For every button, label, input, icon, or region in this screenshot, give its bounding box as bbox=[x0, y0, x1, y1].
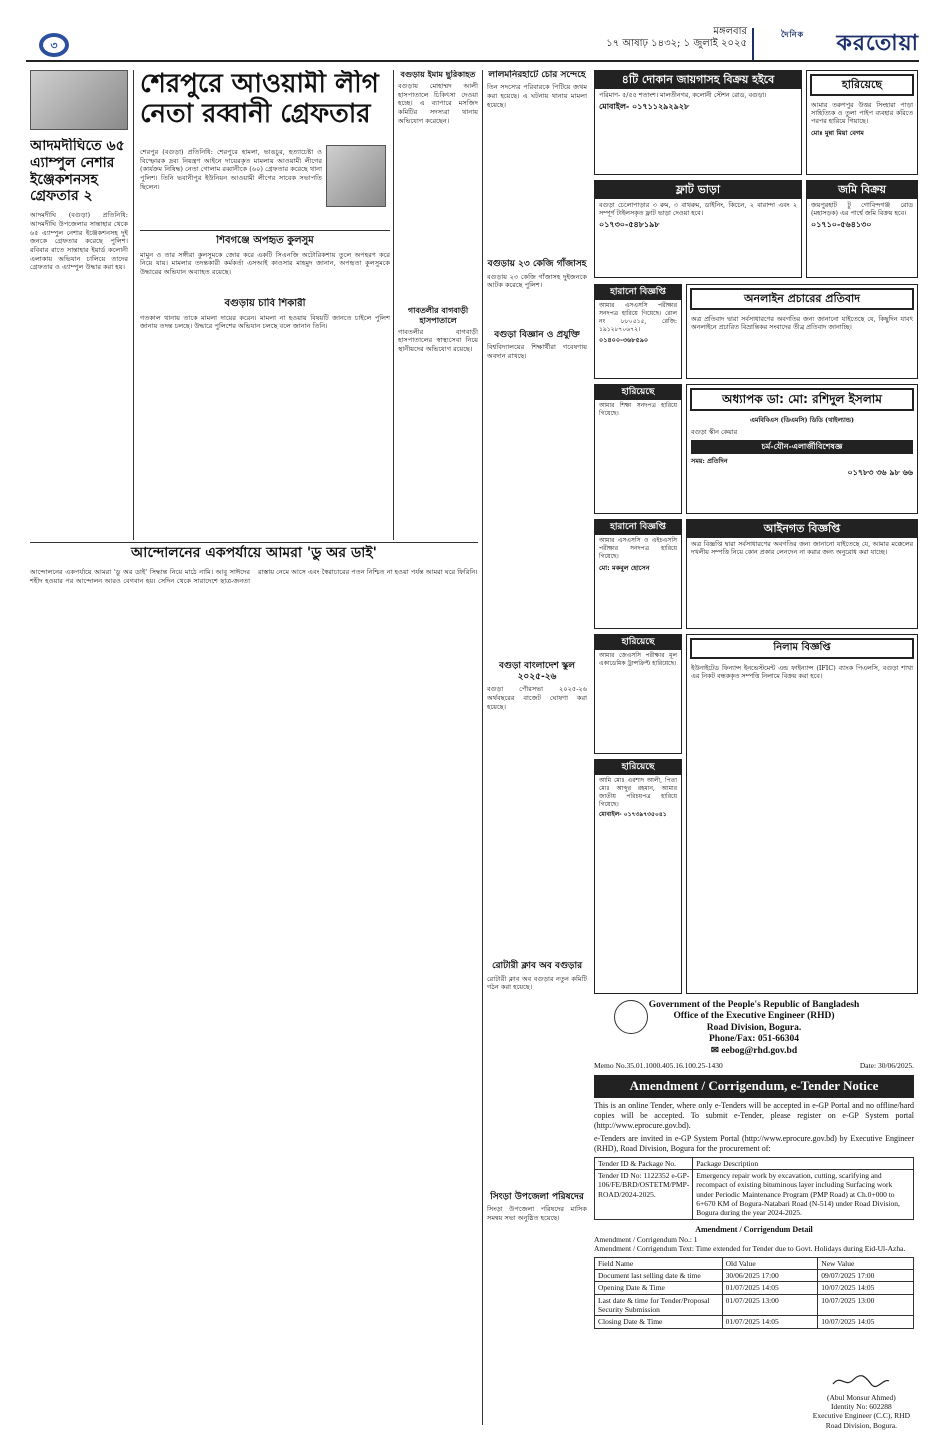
lead-headline: শেরপুরে আওয়ামী লীগ নেতা রব্বানী গ্রেফতার bbox=[140, 70, 379, 129]
lost-ad-1: হারিয়েছে আমার তরুণপুর উত্তর সিংহারা পাড়া সাহিত্যিক ও তুলা পাইপ ব্যবহার করিতে পরপর হারিয়ে গিয়াছে। মোঃ মুন্না মিয়া বেগম bbox=[806, 70, 918, 175]
lost-ad-4: হারিয়েছে আমি মোঃ এরশাদ আলী, পিতা মোঃ আব্দুর রহমান, আমার জাতীয় পরিচয়পত্র হারিয়ে গিয়েছে। মোবাইল- ০১৭৩৯৭৩৫০৪১ bbox=[594, 759, 682, 994]
lost-ad-3: হারিয়েছে আমার জেএসসি পরীক্ষার মূল একাডেমিক ট্রান্সক্রিপ্ট হারিয়েছে। bbox=[594, 634, 682, 754]
table-row: Opening Date & Time 01/07/2025 14:05 10/07/2025 14:05 bbox=[595, 1282, 914, 1294]
feature-headline: আন্দোলনের একপর্যায়ে আমরা 'ডু অর ডাই' bbox=[131, 545, 377, 561]
amendment-table: Field Name Old Value New Value Document last selling date & time 30/06/2025 17:00 09/07/2025 17:00 Opening Date & Time 01/07/2025 14:05 10/07/2025 14:05 Last date & time for Tender/Proposal Security Submission 01/07/2025 13:00 10/07/2025 13:00 Closing Date & Time 01/07/2025 14:05 10/07/2025 14:05 bbox=[594, 1257, 914, 1329]
col4-stories: লালমনিরহাটে চোর সন্দেহে তিন সদস্যের পরিবারকে পিটিয়ে জখম করা হয়েছে। এ ঘটনায় থানায় মামলা হয়েছে। বগুড়ায় ২৩ কেজি গাঁজাসহ বগুড়ায় ২৩ কেজি গাঁজাসহ দুইজনকে আটক করেছে পুলিশ। বগুড়া বিজ্ঞান ও প্রযুক্তি বিশ্ববিদ্যালয়ের শিক্ষার্থীরা গবেষণায় অবদান রাখছে। বগুড়া বাংলাদেশ স্কুল ২০২৫-২৬ বগুড়া পৌরসভা ২০২৫-২৬ অর্থবছরের বাজেট ঘোষণা করা হয়েছে। রোটারী ক্লাব অব বগুড়ার রোটারী ক্লাব অব বগুড়ার নতুন কমিটি গঠন করা হয়েছে। সিংড়া উপজেলা পরিষদের সিংড়া উপজেলা পরিষদের মাসিক সমন্বয় সভা অনুষ্ঠিত হয়েছে। bbox=[487, 70, 587, 1222]
tender-intro: This is an online Tender, where only e-Tenders will be accepted in e-GP Portal and no offline/hard copies will be accepted. To submit e-Tender, please register on e-GP System portal (http://www.eprocure.gov.bd). bbox=[594, 1100, 914, 1130]
column-rule bbox=[133, 70, 134, 540]
flat-rent-ad: ফ্লাট ভাড়া বগুড়া চেলোপাড়ার ৩ রুম, ৩ বাথরুম, ডাইনিং, কিচেন, ২ বারান্দা এবং ২ সম্পূর্ণ টাইলসকৃত ফ্লাট ভাড়া দেওয়া হবে। ০১৭৩০-৫৪৮১৯৮ bbox=[594, 180, 802, 278]
amendment-title: Amendment / Corrigendum Detail bbox=[695, 1224, 813, 1234]
legal-notice-ad: আইনগত বিজ্ঞপ্তি অত্র বিজ্ঞপ্তি দ্বারা সর্বসাধারণের অবগতির জন্য জানানো যাইতেছে যে, আমার মক্কেলের দখলীয় সম্পত্তি নিয়ে কোন প্রকার লেনদেন না করার জন্য অনুরোধ করা যাচ্ছে। bbox=[686, 519, 918, 629]
feature-body: আন্দোলনের একপর্যায়ে আমরা 'ডু অর ডাই' সিদ্ধান্ত নিয়ে মাঠে নামি। আবু সাঈদের শহীদ হওয়ার পর আন্দোলন আরও বেগবান হয়। সেদিন থেকে সারাদেশে ছাত্র-জনতা রাস্তায় নেমে আসে এবং স্বৈরাচারের পতন নিশ্চিত না হওয়া পর্যন্ত আমরা ঘরে ফিরিনি। bbox=[30, 567, 478, 585]
package-table: Tender ID & Package No. Package Description Tender ID No: 1122352 e-GP-106/FE/BRD/OSTETM/PMP-ROAD/2024-2025. Emergency repair work by excavation, cutting, scarifying and recompact of existing bituminous layer including Surfacing work under Periodic Maintenance Program (PMP Road) at Ch.0+000 to 6+670 KM of Bogura-Natabari Road (N-514) under Road Division, Bogura during the year 2024-2025. bbox=[594, 1157, 914, 1220]
section-rule bbox=[140, 230, 390, 231]
table-row: Last date & time for Tender/Proposal Security Submission 01/07/2025 13:00 10/07/2025 13:00 bbox=[595, 1294, 914, 1316]
government-seal-icon bbox=[614, 1000, 648, 1034]
signature-block: (Abul Monsur Ahmed) Identity No: 602288 Executive Engineer (C.C), RHD Road Division, Bogura. bbox=[813, 1372, 910, 1430]
left-story-headline: আদমদীঘিতে ৬৫ এ্যাম্পুল নেশার ইঞ্জেকশনসহ গ্রেফতার ২ bbox=[30, 138, 125, 205]
brand-logo: দৈনিক করতোয়া bbox=[781, 30, 919, 56]
lead-body: শেরপুর (বগুড়া) প্রতিনিধি: শেরপুরে হামলা, ভাঙচুর, হত্যাচেষ্টা ও বিস্ফোরক দ্রব্য নিয়ন্ত্রণ আইনে দায়েরকৃত মামলায় আওয়ামী লীগের (কার্যক্রম নিষিদ্ধ) নেতা গোলাম রব্বানীকে (৬০) গ্রেফতার করেছে থানা পুলিশ। তিনি ভবানীপুর ইউনিয়ন আওয়ামী লীগের সাবেক সভাপতি ছিলেন। bbox=[140, 148, 322, 191]
tender-intro-2: e-Tenders are invited in e-GP System Portal (http://www.eprocure.gov.bd) by Executive Engineer (RHD), Road Division, Bogura for the procurement of: bbox=[594, 1133, 914, 1153]
section-rule bbox=[30, 542, 478, 543]
lost-notice-ad-1: হারানো বিজ্ঞপ্তি আমার এসএসসি পরীক্ষার সনদপত্র হারিয়ে গিয়েছে। রোল নং ৮৮০৫১৫, রেজি: ১৯১২৮৭০৬৭২। ০১৪০০-৩৬৮৫৯০ bbox=[594, 284, 682, 379]
signature-icon bbox=[831, 1372, 891, 1390]
lost-ad-2: হারিয়েছে আমার শিক্ষা সনদপত্র হারিয়ে গিয়েছে। bbox=[594, 384, 682, 514]
brand-divider bbox=[752, 28, 754, 60]
left-story-body: আদমদীঘি (বগুড়া) প্রতিনিধি: আদমদীঘি উপজেলার সান্তাহার থেকে ৬৫ এ্যাম্পুল নেশার ইঞ্জেকশনসহ দুই জনকে গ্রেফতার করেছে পুলিশ। রবিবার রাতে সান্তাহার ইয়ার্ড কলোনী এলাকায় অভিযান চালিয়ে তাদের গ্রেফতার ও এ্যাম্পুল উদ্ধার করা হয়। bbox=[30, 211, 128, 272]
feature-story bbox=[30, 545, 478, 1425]
lead-story bbox=[140, 70, 390, 140]
svg-text:৩: ৩ bbox=[50, 39, 58, 52]
table-row: Closing Date & Time 01/07/2025 14:05 10/07/2025 14:05 bbox=[595, 1316, 914, 1328]
weekday: মঙ্গলবার bbox=[713, 26, 747, 37]
kidnap-headline: শিবগঞ্জে অপহৃত কুলসুম bbox=[216, 235, 314, 246]
tender-issuer: Government of the People's Republic of Bangladesh Office of the Executive Engineer (RHD) Road Division, Bogura. Phone/Fax: 051-66304 ✉ eebog@rhd.gov.bd bbox=[648, 1000, 860, 1056]
left-story bbox=[30, 138, 128, 538]
shop-sale-ad: ৪টি দোকান জায়গাসহ বিক্রয় হইবে পরিমাণ- ৫/৫৫ শতাংশ। মালতীনগর, কলোনী স্টেশন রোড, বগুড়া। মোবাইল- ০১৭১১২৯২৯২৮ bbox=[594, 70, 802, 175]
auction-notice-ad: নিলাম বিজ্ঞপ্তি ইউনাইটেড ফিন্যান্স ইনভেস্টমেন্ট এন্ড ফাইন্যান্স (IFIC) ব্যাংক পিএলসি, বগুড়া শাখা এর নিকট বন্ধককৃত সম্পত্তি নিলামে বিক্রয় করা হবে। bbox=[686, 634, 918, 994]
tender-notice: Government of the People's Republic of Bangladesh Office of the Executive Engineer (RHD) Road Division, Bogura. Phone/Fax: 051-66304 ✉ eebog@rhd.gov.bd Memo No.35.01.1000.405.16.100.25-1430 Date: 30/06/2025. Amendment / Corrigendum, e-Tender Notice This is an online Tender, where only e-Tenders will be accepted in e-GP Portal and no offline/hard copies will be accepted. To submit e-Tender, please register on e-GP System portal (http://www.eprocure.gov.bd). e-Tenders are invited in e-GP System Portal (http://www.eprocure.gov.bd) by Executive Engineer (RHD), Road Division, Bogura for the procurement of: Tender ID & Package No. Package Description Tender ID No: 1122352 e-GP-106/FE/BRD/OSTETM/PMP-ROAD/2024-2025. Emergency repair work by excavation, cutting, scarifying and recompact of existing bituminous layer including Surfacing work under Periodic Maintenance Program (PMP Road) at Ch.0+000 to 6+670 KM of Bogura-Natabari Road (N-514) under Road Division, Bogura during the year 2024-2025. Amendment / Corrigendum Detail Amendment / Corrigendum No.: 1 Amendment / Corrigendum Text: Time extended for Tender due to Govt. Holidays during Eid-Ul-Azha. Field Name Old Value New Value Document last selling date & time 30/06/2025 17:00 09/07/2025 17:00 Opening Date & Time 01/07/2025 14:05 10/07/2025 14:05 Last date & time for Tender/Proposal Security Submission 01/07/2025 13:00 10/07/2025 13:00 Closing Date & Time 01/07/2025 14:05 10/07/2025 14:05 (Abul Monsur Ahmed) Identity No: 602288 Executive Engineer (C.C), RHD Road Division, Bogura. bbox=[594, 1000, 914, 1430]
masthead bbox=[26, 28, 919, 62]
kidnap-story: শিবগঞ্জে অপহৃত কুলসুম মামুন ও তার সঙ্গীরা কুলসুমকে জোর করে একটি সিএনজি অটোরিকশায় তুলে অপহরণ করে নিয়ে যায়। মামলার তদন্তকারী কর্মকর্তা এসআই কাওসার মাহমুদ জানান, অপহৃতা কুলসুমকে উদ্ধারের অভিযান অব্যাহত রয়েছে। bbox=[140, 235, 390, 276]
tender-banner: Amendment / Corrigendum, e-Tender Notice bbox=[594, 1075, 914, 1097]
land-sale-ad: জমি বিক্রয় জয়পুরহাট টু গোবিন্দগঞ্জ রোড (মহাসড়ক) এর পার্শ্বে জমি বিক্রয় হবে। ০১৭১০-৫৬৪১৩০ bbox=[806, 180, 918, 278]
column-rule bbox=[393, 70, 394, 540]
suspects-photo bbox=[30, 70, 128, 130]
issue-date: ১৭ আষাঢ় ১৪৩২; ১ জুলাই ২০২৫ bbox=[606, 38, 747, 49]
lost-notice-ad-2: হারানো বিজ্ঞপ্তি আমার এসএসসি ও এইচএসসি পরীক্ষার সনদপত্র হারিয়ে গিয়েছে। মো: মকবুল হোসেন bbox=[594, 519, 682, 629]
accused-photo bbox=[326, 145, 386, 207]
doctor-ad: অধ্যাপক ডা: মো: রশিদুল ইসলাম এমবিবিএস (ডিএমসি) ডিডি (থাইল্যান্ড) বগুড়া স্কীন কেয়ার চর্ম-যৌন-এলার্জীবিশেষজ্ঞ সময়: প্রতিদিন ০১৭৮৩ ৩৬ ৯৮ ৬৬ bbox=[686, 384, 918, 514]
email-icon: ✉ bbox=[710, 1045, 722, 1056]
column-rule bbox=[482, 70, 483, 1425]
table-row: Document last selling date & time 30/06/2025 17:00 09/07/2025 17:00 bbox=[595, 1269, 914, 1281]
key-story: বগুড়ায় চাবি শিকারী গতকাল থানায় তাকে মামলা দায়ের করেন। মামলা না হওয়ায় বিষয়টি জানতে চাইলে পুলিশ জানায় তদন্ত চলছে। উদ্ধারে পুলিশের অভিযান চলছে বলে জানান তিনি। bbox=[140, 298, 390, 331]
col3-stories: বগুড়ায় ইমাম ছুরিকাহত বগুড়ায় মোহাম্মদ আলী হাসপাতালে চিকিৎসা দেওয়া হচ্ছে। এ ব্যাপারে মসজিদ কমিটির সদস্যরা থানায় অভিযোগ করেছেন। গাবতলীর বাগবাড়ী হাসপাতালে গাবতলীর বাগবাড়ী হাসপাতালের স্বাস্থ্যসেবা নিয়ে স্থানীয়দের অভিযোগ রয়েছে। bbox=[398, 70, 478, 353]
page-number-badge-icon bbox=[38, 32, 70, 58]
key-headline: বগুড়ায় চাবি শিকারী bbox=[224, 298, 306, 309]
protest-ad: অনলাইন প্রচারের প্রতিবাদ অত্র প্রতিবাদ দ্বারা সর্বসাধারণের অবগতির জন্য জানানো যাইতেছে যে, কিছুদিন যাবৎ অনলাইনে প্রচারিত বিভ্রান্তিকর সংবাদের তীব্র প্রতিবাদ জানাচ্ছি। bbox=[686, 284, 918, 379]
memo-line: Memo No.35.01.1000.405.16.100.25-1430 Date: 30/06/2025. bbox=[594, 1060, 914, 1070]
